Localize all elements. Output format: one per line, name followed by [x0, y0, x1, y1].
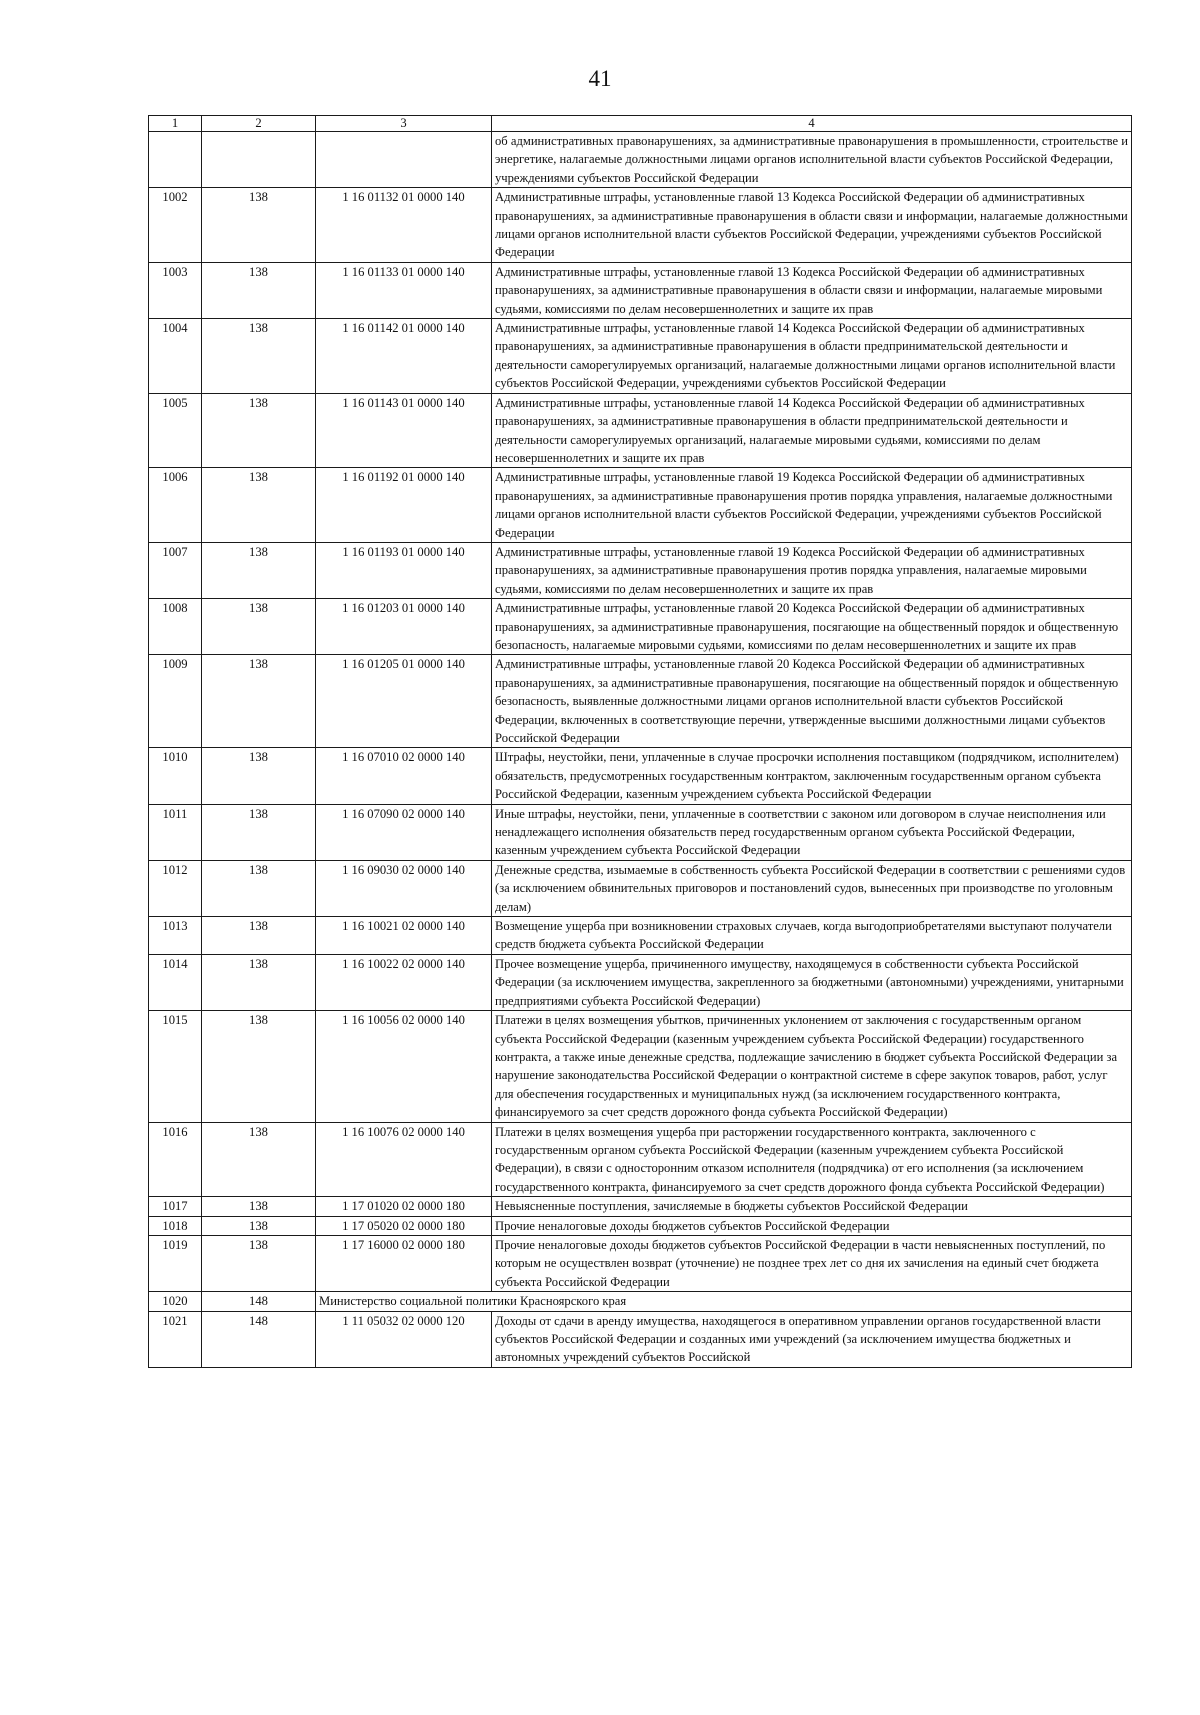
table-row: [149, 188, 1132, 263]
row-budget-code: 1 16 07090 02 0000 140: [316, 804, 492, 860]
row-description: Доходы от сдачи в аренду имущества, находящегося в оперативном управлении органов государственной власти субъектов Российской Федерации и созданных ими учреждений (за исключением имущества бюджетных и автономных учреждений субъектов Российской: [492, 1311, 1132, 1367]
row-number: 1008: [149, 599, 202, 655]
row-budget-code: 1 17 16000 02 0000 180: [316, 1235, 492, 1291]
row-budget-code: 1 11 05032 02 0000 120: [316, 1311, 492, 1367]
row-budget-code: 1 16 01205 01 0000 140: [316, 655, 492, 748]
row-budget-code: 1 16 01192 01 0000 140: [316, 468, 492, 543]
row-admin-code: 138: [202, 917, 316, 955]
row-number: 1013: [149, 917, 202, 955]
row-number: 1018: [149, 1216, 202, 1235]
row-number: 1019: [149, 1235, 202, 1291]
row-description: Административные штрафы, установленные главой 19 Кодекса Российской Федерации об административных правонарушениях, за административные правонарушения против порядка управления, налагаемые должностными лицами органов исполнительной власти субъектов Российской Федерации, учреждениями субъектов Российской Федерации: [492, 468, 1132, 543]
row-number: 1015: [149, 1011, 202, 1122]
row-number: 1009: [149, 655, 202, 748]
row-number: 1016: [149, 1122, 202, 1197]
row-admin-code: 148: [202, 1292, 316, 1311]
row-admin-code: 138: [202, 319, 316, 394]
row-budget-code: 1 17 05020 02 0000 180: [316, 1216, 492, 1235]
table-row-section: [149, 1292, 1132, 1311]
section-title: Министерство социальной политики Красноярского края: [316, 1292, 1132, 1311]
row-admin-code: 138: [202, 1011, 316, 1122]
row-admin-code: 138: [202, 393, 316, 468]
row-description: Прочее возмещение ущерба, причиненного имуществу, находящемуся в собственности субъекта Российской Федерации (за исключением имущества, закрепленного за бюджетными (автономными) учреждениями, унитарными предприятиями субъекта Российской Федерации): [492, 954, 1132, 1010]
row-description: Административные штрафы, установленные главой 13 Кодекса Российской Федерации об административных правонарушениях, за административные правонарушения в области связи и информации, налагаемые должностными лицами органов исполнительной власти субъектов Российской Федерации, учреждениями субъектов Российской Федерации: [492, 188, 1132, 263]
row-number: 1011: [149, 804, 202, 860]
table-row: [149, 1197, 1132, 1216]
table-header-row: [149, 116, 1132, 132]
row-admin-code: 138: [202, 188, 316, 263]
row-budget-code: 1 16 10021 02 0000 140: [316, 917, 492, 955]
row-admin-code: 138: [202, 468, 316, 543]
row-number: 1006: [149, 468, 202, 543]
row-budget-code: 1 16 10056 02 0000 140: [316, 1011, 492, 1122]
row-budget-code: 1 16 01193 01 0000 140: [316, 542, 492, 598]
row-number: 1017: [149, 1197, 202, 1216]
row-description: Прочие неналоговые доходы бюджетов субъектов Российской Федерации: [492, 1216, 1132, 1235]
table-row: [149, 1011, 1132, 1122]
row-admin-code: 138: [202, 954, 316, 1010]
row-budget-code: 1 16 01142 01 0000 140: [316, 319, 492, 394]
column-header-2: 2: [202, 116, 316, 132]
row-budget-code: 1 16 01132 01 0000 140: [316, 188, 492, 263]
row-budget-code: 1 16 09030 02 0000 140: [316, 860, 492, 916]
row-number: 1021: [149, 1311, 202, 1367]
row-description: Административные штрафы, установленные главой 14 Кодекса Российской Федерации об административных правонарушениях, за административные правонарушения в области предпринимательской деятельности и деятельности саморегулируемых организаций, налагаемые мировыми судьями, комиссиями по делам несовершеннолетних и защите их прав: [492, 393, 1132, 468]
row-description: Прочие неналоговые доходы бюджетов субъектов Российской Федерации в части невыясненных поступлений, по которым не осуществлен возврат (уточнение) не позднее трех лет со дня их зачисления на единый счет бюджета субъекта Российской Федерации: [492, 1235, 1132, 1291]
revenue-codes-table: [148, 115, 1132, 1368]
table-body: [149, 132, 1132, 1368]
row-admin-code: 138: [202, 1235, 316, 1291]
row-number: 1003: [149, 262, 202, 318]
row-budget-code: 1 16 01203 01 0000 140: [316, 599, 492, 655]
table-row: [149, 1311, 1132, 1367]
row-description: об административных правонарушениях, за административные правонарушения в промышленности, строительстве и энергетике, налагаемые должностными лицами органов исполнительной власти субъектов Российской Федерации, учреждениями субъектов Российской Федерации: [492, 132, 1132, 188]
row-admin-code: 138: [202, 748, 316, 804]
row-description: Административные штрафы, установленные главой 20 Кодекса Российской Федерации об административных правонарушениях, за административные правонарушения, посягающие на общественный порядок и общественную безопасность, выявленные должностными лицами органов исполнительной власти субъектов Российской Федерации, включенных в соответствующие перечни, утвержденные высшими должностными лицами субъектов Российской Федерации: [492, 655, 1132, 748]
column-header-3: 3: [316, 116, 492, 132]
row-number: 1002: [149, 188, 202, 263]
table-row: [149, 599, 1132, 655]
table-row: [149, 468, 1132, 543]
column-header-1: 1: [149, 116, 202, 132]
row-description: Невыясненные поступления, зачисляемые в бюджеты субъектов Российской Федерации: [492, 1197, 1132, 1216]
table-row-continuation: [149, 132, 1132, 188]
row-budget-code: 1 16 10076 02 0000 140: [316, 1122, 492, 1197]
table-row: [149, 954, 1132, 1010]
row-description: Штрафы, неустойки, пени, уплаченные в случае просрочки исполнения поставщиком (подрядчиком, исполнителем) обязательств, предусмотренных государственным контрактом, заключенным государственным органом субъекта Российской Федерации, казенным учреждением субъекта Российской Федерации: [492, 748, 1132, 804]
table-row: [149, 748, 1132, 804]
row-description: Административные штрафы, установленные главой 14 Кодекса Российской Федерации об административных правонарушениях, за административные правонарушения в области предпринимательской деятельности и деятельности саморегулируемых организаций, налагаемые должностными лицами органов исполнительной власти субъектов Российской Федерации, учреждениями субъектов Российской Федерации: [492, 319, 1132, 394]
row-budget-code: 1 16 01133 01 0000 140: [316, 262, 492, 318]
table-row: [149, 804, 1132, 860]
row-budget-code: 1 16 07010 02 0000 140: [316, 748, 492, 804]
row-budget-code: 1 17 01020 02 0000 180: [316, 1197, 492, 1216]
row-number: 1004: [149, 319, 202, 394]
row-admin-code: 138: [202, 860, 316, 916]
row-admin-code: 138: [202, 599, 316, 655]
row-number: 1007: [149, 542, 202, 598]
row-admin-code: 148: [202, 1311, 316, 1367]
row-admin-code: 138: [202, 542, 316, 598]
row-admin-code: 138: [202, 1122, 316, 1197]
row-admin-code: 138: [202, 1216, 316, 1235]
column-header-4: 4: [492, 116, 1132, 132]
row-description: Административные штрафы, установленные главой 13 Кодекса Российской Федерации об административных правонарушениях, за административные правонарушения в области связи и информации, налагаемые мировыми судьями, комиссиями по делам несовершеннолетних и защите их прав: [492, 262, 1132, 318]
table-row: [149, 1235, 1132, 1291]
row-number: 1020: [149, 1292, 202, 1311]
row-admin-code: 138: [202, 262, 316, 318]
table-row: [149, 655, 1132, 748]
row-admin-code: 138: [202, 804, 316, 860]
row-description: Иные штрафы, неустойки, пени, уплаченные в соответствии с законом или договором в случае неисполнения или ненадлежащего исполнения обязательств перед государственным органом субъекта Российской Федерации, казенным учреждением субъекта Российской Федерации: [492, 804, 1132, 860]
table-row: [149, 917, 1132, 955]
row-description: Административные штрафы, установленные главой 19 Кодекса Российской Федерации об административных правонарушениях, за административные правонарушения против порядка управления, налагаемые мировыми судьями, комиссиями по делам несовершеннолетних и защите их прав: [492, 542, 1132, 598]
table-row: [149, 542, 1132, 598]
table-row: [149, 262, 1132, 318]
row-description: Денежные средства, изымаемые в собственность субъекта Российской Федерации в соответствии с решениями судов (за исключением обвинительных приговоров и постановлений судов, вынесенных при производстве по уголовным делам): [492, 860, 1132, 916]
row-number: 1010: [149, 748, 202, 804]
row-description: Возмещение ущерба при возникновении страховых случаев, когда выгодоприобретателями выступают получатели средств бюджета субъекта Российской Федерации: [492, 917, 1132, 955]
row-number: 1005: [149, 393, 202, 468]
page-number: 41: [588, 66, 612, 91]
table-row: [149, 860, 1132, 916]
table-row: [149, 1122, 1132, 1197]
row-number: 1014: [149, 954, 202, 1010]
row-number: 1012: [149, 860, 202, 916]
table-row: [149, 1216, 1132, 1235]
row-description: Административные штрафы, установленные главой 20 Кодекса Российской Федерации об административных правонарушениях, за административные правонарушения, посягающие на общественный порядок и общественную безопасность, налагаемые мировыми судьями, комиссиями по делам несовершеннолетних и защите их прав: [492, 599, 1132, 655]
row-description: Платежи в целях возмещения убытков, причиненных уклонением от заключения с государственным органом субъекта Российской Федерации (казенным учреждением субъекта Российской Федерации) государственного контракта, а также иные денежные средства, подлежащие зачислению в бюджет субъекта Российской Федерации за нарушение законодательства Российской Федерации о контрактной системе в сфере закупок товаров, работ, услуг для обеспечения государственных и муниципальных нужд (за исключением государственного контракта, финансируемого за счет средств дорожного фонда субъекта Российской Федерации): [492, 1011, 1132, 1122]
row-budget-code: 1 16 10022 02 0000 140: [316, 954, 492, 1010]
row-admin-code: 138: [202, 655, 316, 748]
row-description: Платежи в целях возмещения ущерба при расторжении государственного контракта, заключенного с государственным органом субъекта Российской Федерации (казенным учреждением субъекта Российской Федерации), в связи с односторонним отказом исполнителя (подрядчика) от его исполнения (за исключением государственного контракта, финансируемого за счет средств дорожного фонда субъекта Российской Федерации): [492, 1122, 1132, 1197]
row-budget-code: 1 16 01143 01 0000 140: [316, 393, 492, 468]
row-admin-code: 138: [202, 1197, 316, 1216]
table-row: [149, 393, 1132, 468]
table-row: [149, 319, 1132, 394]
